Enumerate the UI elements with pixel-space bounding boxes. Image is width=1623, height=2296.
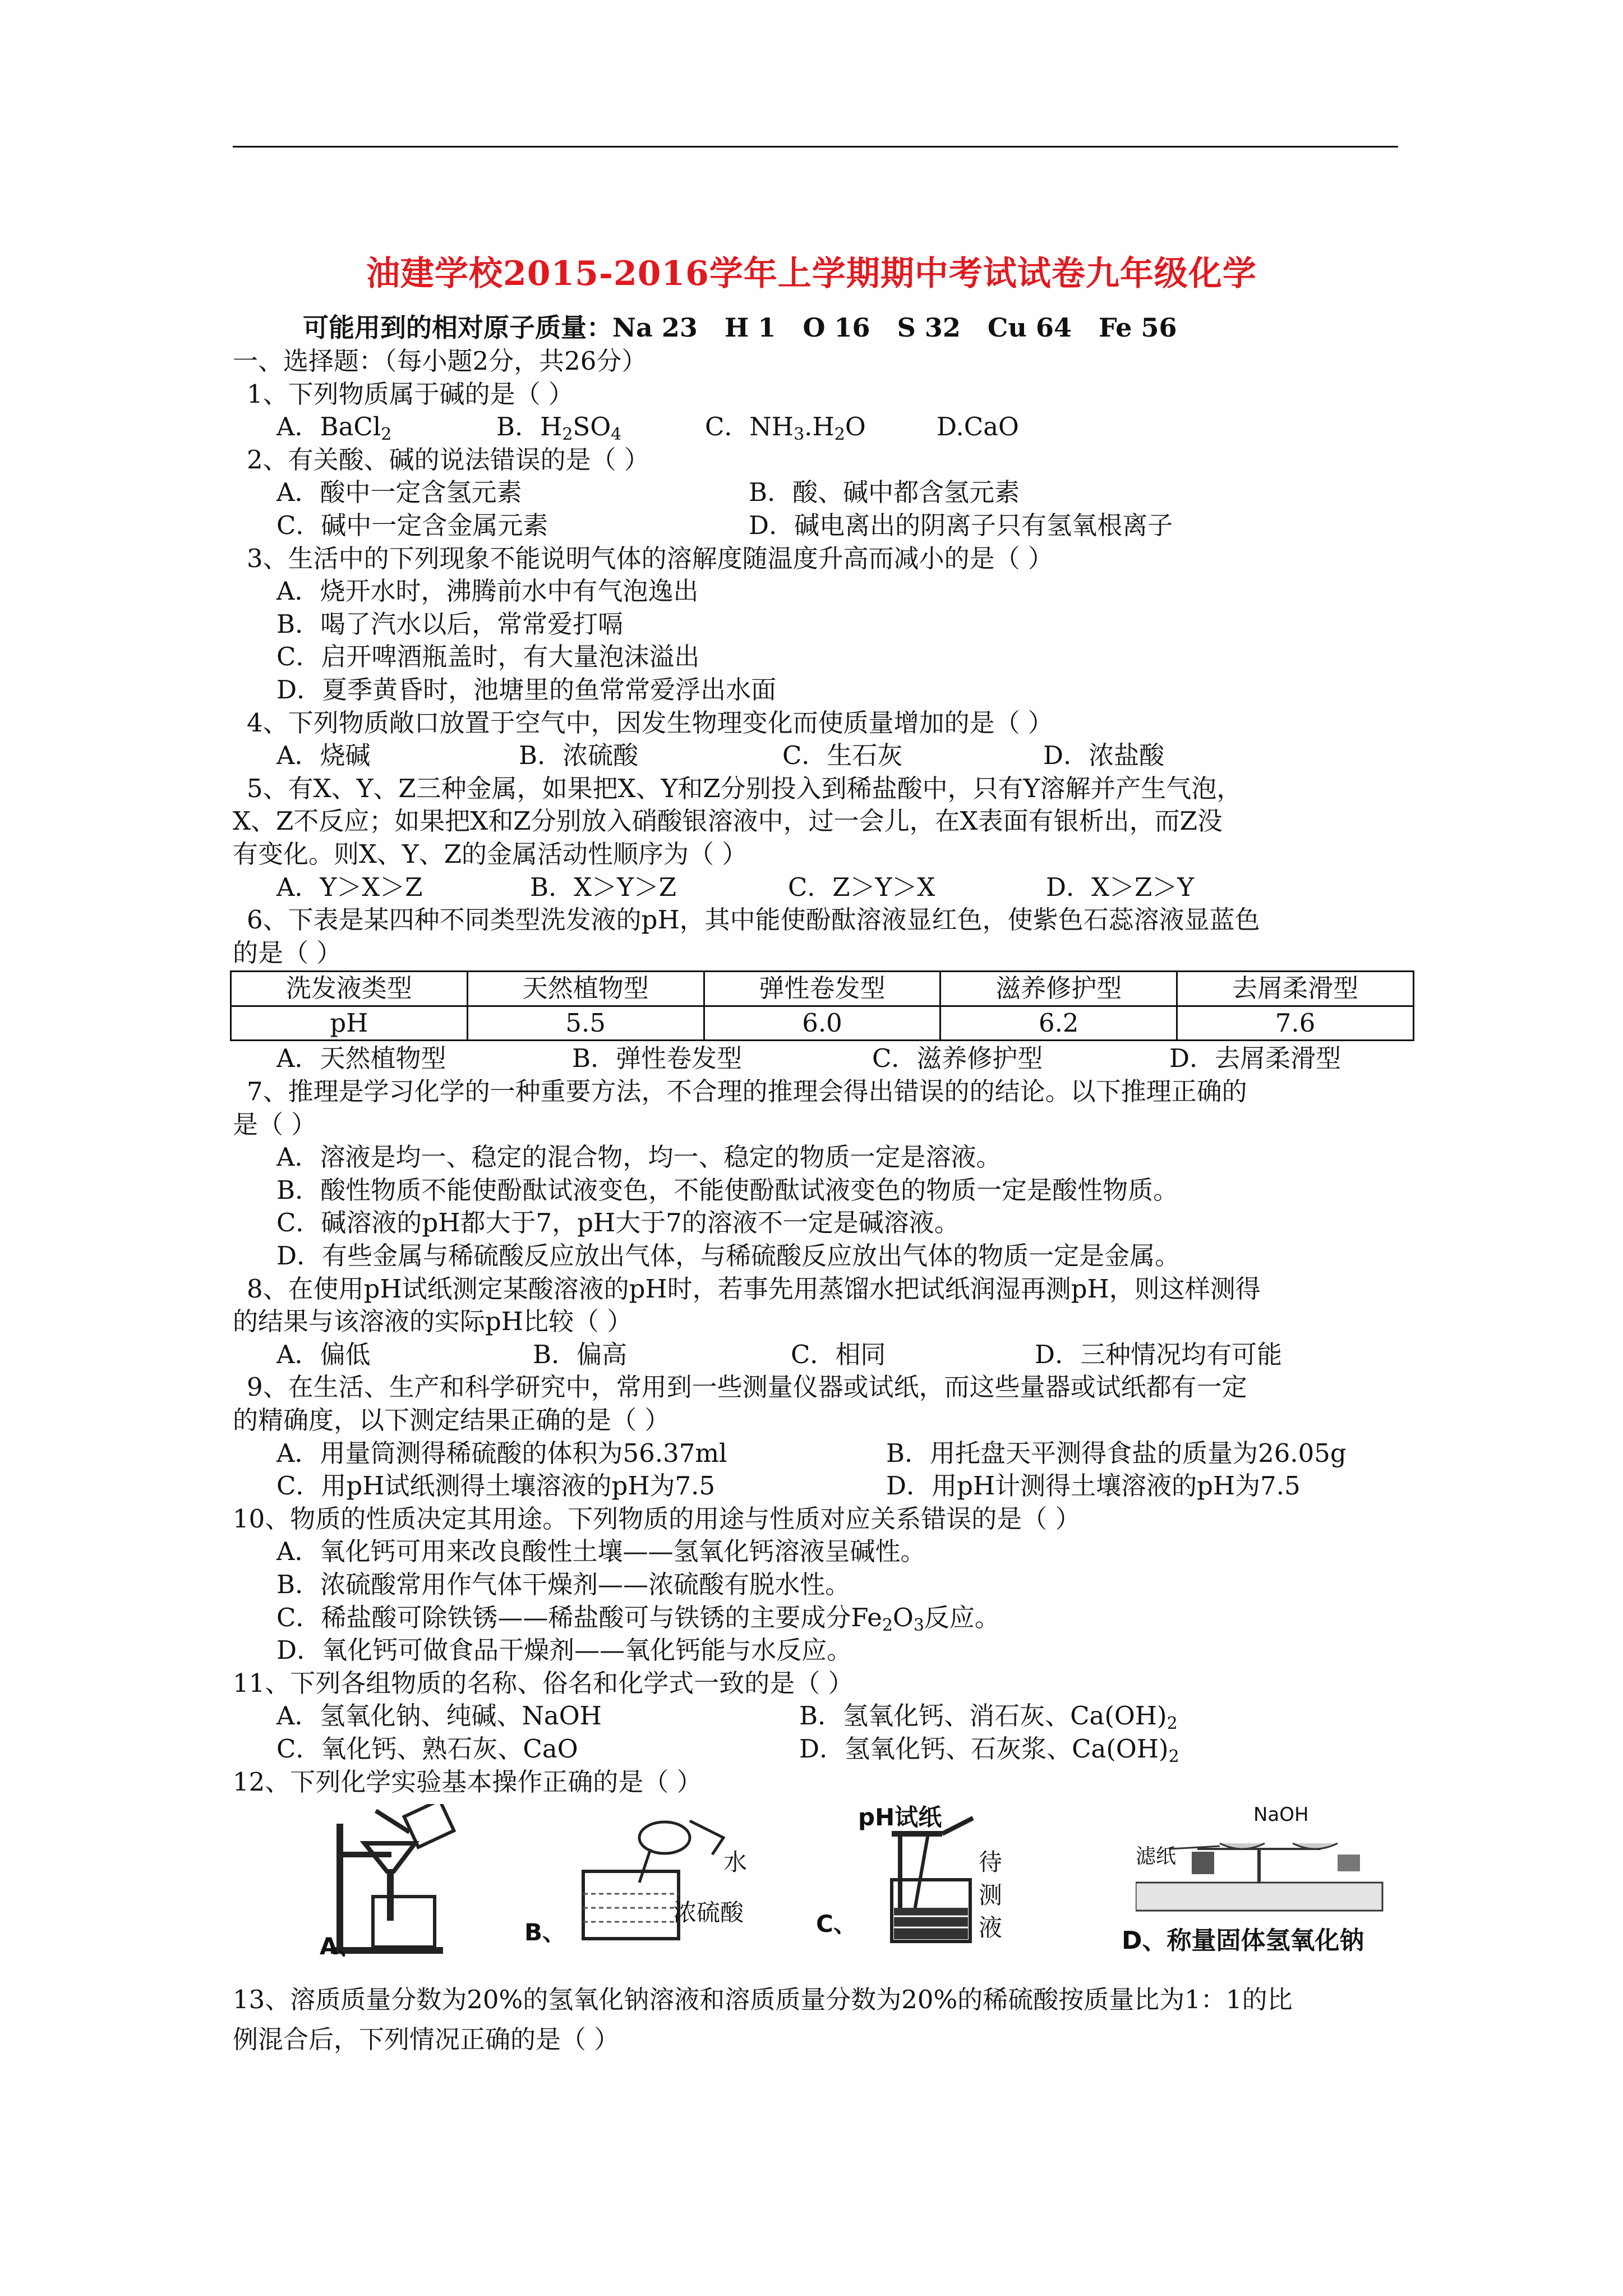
figure-b-water-label: 水: [723, 1848, 748, 1876]
question-11-stem: 11、下列各组物质的名称、俗名和化学式一致的是（ ）: [233, 1668, 854, 1698]
option-b: B．$H_2SO_4$: [496, 412, 622, 445]
figure-b-label: B、: [524, 1918, 566, 1947]
question-8-line-1: 8、在使用pH试纸测定某酸溶液的pH时，若事先用蒸馏水把试纸润湿再测pH，则这样测得: [247, 1273, 1261, 1304]
question-10-stem: 10、物质的性质决定其用途。下列物质的用途与性质对应关系错误的是（ ）: [233, 1503, 1081, 1534]
question-6-line-1: 6、下表是某四种不同类型洗发液的pH，其中能使酚酞溶液显红色，使紫色石蕊溶液显蓝色: [247, 905, 1260, 935]
option-d: D．三种情况均有可能: [1035, 1339, 1283, 1369]
question-5-line-2: X、Z不反应；如果把X和Z分别放入硝酸银溶液中，过一会儿，在X表面有银析出，而Z没: [233, 806, 1223, 836]
table-header-row: [231, 972, 1414, 1006]
option-b: B．弹性卷发型: [572, 1043, 743, 1074]
option-c: C．碱溶液的pH都大于7，pH大于7的溶液不一定是碱溶液。: [276, 1208, 960, 1238]
header-rule: [233, 146, 1398, 148]
table-cell: 滋养修护型: [940, 972, 1177, 1006]
question-7-line-2: 是（ ）: [233, 1109, 317, 1139]
table-cell: 6.0: [704, 1006, 940, 1041]
figure-c-paper-label: pH试纸: [858, 1803, 942, 1832]
question-11-options-ab: [233, 1700, 1410, 1733]
question-4-stem: 4、下列物质敞口放置于空气中，因发生物理变化而使质量增加的是（ ）: [247, 707, 1053, 738]
question-2-options-cd: [233, 509, 1410, 542]
option-b: B．X＞Y＞Z: [530, 872, 677, 902]
option-b: B．酸、碱中都含氢元素: [749, 477, 1020, 508]
exam-content: [233, 345, 1410, 2056]
question-12-stem: 12、下列化学实验基本操作正确的是（ ）: [233, 1766, 702, 1797]
option-d: D．碱电离出的阴离子只有氢氧根离子: [749, 510, 1173, 540]
question-4-options: [233, 739, 1410, 772]
option-a: A．偏低: [276, 1339, 371, 1369]
question-11-options-cd: [233, 1733, 1410, 1766]
question-1-options: [233, 411, 1410, 444]
option-c: C．启开啤酒瓶盖时，有大量泡沫溢出: [276, 642, 700, 672]
table-cell: 弹性卷发型: [704, 972, 940, 1006]
option-c: C．用pH试纸测得土壤溶液的pH为7.5: [276, 1471, 716, 1501]
figure-b-diluting: [524, 1810, 748, 1950]
figure-a-label: A、: [320, 1932, 362, 1961]
figure-d-label: D、称量固体氢氧化钠: [1122, 1926, 1364, 1955]
question-7-line-1: 7、推理是学习化学的一种重要方法，不合理的推理会得出错误的的结论。以下推理正确的: [247, 1076, 1247, 1107]
option-c: C．氧化钙、熟石灰、CaO: [276, 1733, 578, 1764]
question-9-line-2: 的精确度，以下测定结果正确的是（ ）: [233, 1405, 670, 1435]
option-a: A．BaCl$_2$: [276, 412, 392, 445]
figure-c-ph-paper: [816, 1801, 1003, 1947]
option-c: C．滋养修护型: [872, 1043, 1043, 1074]
figure-c-label: C、: [816, 1910, 857, 1938]
question-5-line-3: 有变化。则X、Y、Z的金属活动性顺序为（ ）: [233, 839, 748, 869]
question-13-line-2: 例混合后，下列情况正确的是（ ）: [233, 2024, 620, 2054]
table-row: [231, 1006, 1414, 1041]
figure-b-acid-label: 浓硫酸: [673, 1899, 744, 1927]
option-c: C．碱中一定含金属元素: [276, 510, 548, 540]
option-b: B．用托盘天平测得食盐的质量为26.05g: [886, 1438, 1347, 1468]
option-a: A．烧碱: [276, 740, 371, 771]
option-d: D．夏季黄昏时，池塘里的鱼常常爱浮出水面: [276, 674, 777, 705]
option-a: A．天然植物型: [276, 1043, 446, 1074]
question-6-options: [233, 1042, 1410, 1075]
table-cell: 洗发液类型: [231, 972, 468, 1006]
option-a: A．用量筒测得稀硫酸的体积为56.37ml: [276, 1438, 727, 1468]
option-d: D．用pH计测得土壤溶液的pH为7.5: [886, 1471, 1301, 1501]
figure-a-pouring: [320, 1804, 460, 1961]
option-c: C．生石灰: [782, 740, 903, 771]
option-b: B．酸性物质不能使酚酞试液变色，不能使酚酞试液变色的物质一定是酸性物质。: [276, 1175, 1179, 1205]
option-a: A．酸中一定含氢元素: [276, 477, 522, 508]
figure-c-liquid-label: 待测液: [979, 1848, 1003, 1942]
figure-d-balance: [1122, 1798, 1394, 1955]
question-5-options: [233, 871, 1410, 904]
question-13-line-1: 13、溶质质量分数为20%的氢氧化钠溶液和溶质质量分数为20%的稀硫酸按质量比为1：1的比: [233, 1985, 1293, 2015]
option-a: A．Y＞X＞Z: [276, 872, 423, 902]
question-12-figures: [233, 1798, 1410, 1961]
option-d: D．氧化钙可做食品干燥剂——氧化钙能与水反应。: [276, 1635, 852, 1665]
question-6-line-2: 的是（ ）: [233, 937, 342, 968]
option-d: D．X＞Z＞Y: [1046, 872, 1195, 902]
option-b: B．浓硫酸常用作气体干燥剂——浓硫酸有脱水性。: [276, 1569, 851, 1599]
exam-title: 油建学校2015-2016学年上学期期中考试试卷九年级化学: [366, 254, 1257, 293]
table-cell: 天然植物型: [467, 972, 704, 1006]
option-b: B．氢氧化钙、消石灰、$Ca(OH)_2$: [799, 1701, 1178, 1734]
question-8-line-2: 的结果与该溶液的实际pH比较（ ）: [233, 1306, 633, 1337]
ph-table: [230, 970, 1414, 1041]
table-cell: 去屑柔滑型: [1177, 972, 1414, 1006]
table-cell: 5.5: [467, 1006, 704, 1041]
option-d: D．有些金属与稀硫酸反应放出气体，与稀硫酸反应放出气体的物质一定是金属。: [276, 1241, 1181, 1271]
question-2-options-ab: [233, 476, 1410, 509]
option-d: D．浓盐酸: [1043, 740, 1165, 771]
option-a: A．氧化钙可用来改良酸性土壤——氢氧化钙溶液呈碱性。: [276, 1536, 926, 1567]
question-3-stem: 3、生活中的下列现象不能说明气体的溶解度随温度升高而减小的是（ ）: [247, 543, 1053, 573]
option-d: D.CaO: [937, 412, 1019, 442]
question-5-line-1: 5、有X、Y、Z三种金属，如果把X、Y和Z分别投入到稀盐酸中，只有Y溶解并产生气泡，: [247, 773, 1242, 803]
option-a: A．烧开水时，沸腾前水中有气泡逸出: [276, 576, 699, 606]
table-cell: 6.2: [940, 1006, 1177, 1041]
figure-d-naoh-label: NaOH: [1253, 1803, 1309, 1826]
question-9-options-ab: [233, 1437, 1410, 1470]
question-2-stem: 2、有关酸、碱的说法错误的是（ ）: [247, 444, 649, 475]
option-d: D．去屑柔滑型: [1169, 1043, 1341, 1074]
option-c: C．$NH_3.H_2O$: [705, 412, 866, 445]
question-9-line-1: 9、在生活、生产和科学研究中，常用到一些测量仪器或试纸，而这些量器或试纸都有一定: [247, 1372, 1247, 1402]
option-a: A．溶液是均一、稳定的混合物，均一、稳定的物质一定是溶液。: [276, 1142, 1002, 1172]
question-1-stem: 1、下列物质属于碱的是（ ）: [247, 379, 574, 409]
atomic-mass-line: 可能用到的相对原子质量：Na 23 H 1 O 16 S 32 Cu 64 Fe 56: [303, 312, 1177, 343]
option-c: C．相同: [791, 1339, 886, 1369]
option-b: B．偏高: [533, 1339, 628, 1369]
table-cell: pH: [231, 1006, 468, 1041]
option-b: B．喝了汽水以后，常常爱打嗝: [276, 609, 624, 639]
option-a: A．氢氧化钠、纯碱、NaOH: [276, 1701, 602, 1731]
section-heading: 一、选择题：（每小题2分，共26分）: [233, 346, 647, 376]
question-9-options-cd: [233, 1470, 1410, 1503]
option-c: C．稀盐酸可除铁锈——稀盐酸可与铁锈的主要成分$Fe_2O_3$反应。: [276, 1602, 1000, 1635]
option-c: C．Z＞Y＞X: [788, 872, 935, 902]
option-b: B．浓硫酸: [519, 740, 639, 771]
option-d: D．氢氧化钙、石灰浆、$Ca(OH)_2$: [799, 1733, 1179, 1766]
figure-d-paper-label: 滤纸: [1136, 1845, 1177, 1869]
table-cell: 7.6: [1177, 1006, 1414, 1041]
question-8-options: [233, 1338, 1410, 1372]
